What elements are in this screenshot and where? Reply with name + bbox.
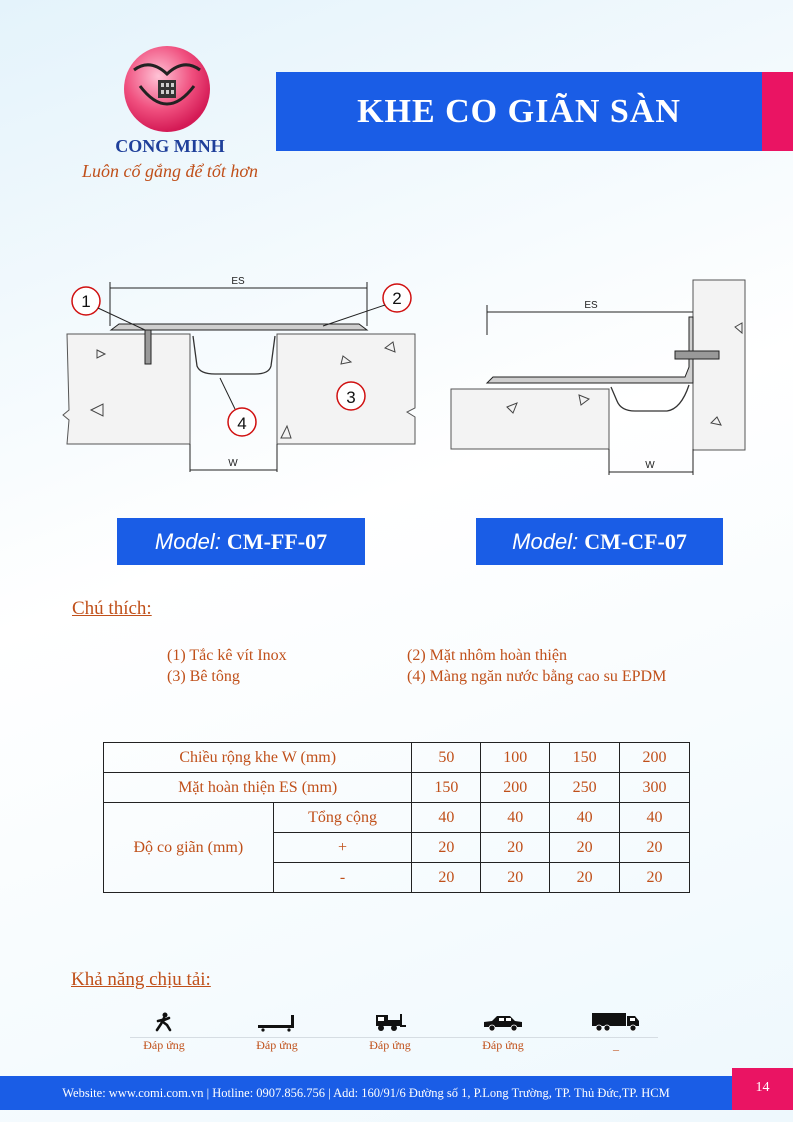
group-label: Độ co giãn (mm) <box>104 803 274 893</box>
row-label: Mặt hoàn thiện ES (mm) <box>104 773 412 803</box>
trolley-icon <box>257 1012 297 1032</box>
title-accent-bar <box>762 72 793 151</box>
diagram-cm-ff-07 <box>55 270 425 485</box>
model-box-cm-ff-07 <box>117 518 365 565</box>
page-number: 14 <box>732 1068 793 1110</box>
table-cell: 150 <box>412 773 481 803</box>
load-label: Đáp ứng <box>143 1038 185 1052</box>
table-cell: 20 <box>620 833 690 863</box>
notes-title: Chú thích: <box>72 598 152 619</box>
model-label: Model: <box>154 528 221 554</box>
row-label: Tổng cộng <box>273 803 412 833</box>
note-item: (2) Mặt nhôm hoàn thiện <box>407 647 567 664</box>
brand-slogan: Luôn cố gắng để tốt hơn <box>81 161 259 181</box>
callout-2: 2 <box>392 289 402 308</box>
page-title: KHE CO GIÃN SÀN <box>276 72 762 151</box>
table-cell: 20 <box>620 863 690 893</box>
table-cell: 40 <box>620 803 690 833</box>
load-label: _ <box>613 1038 619 1052</box>
table-cell: 200 <box>620 743 690 773</box>
table-cell: 300 <box>620 773 690 803</box>
table-row <box>104 803 690 833</box>
table-cell: 40 <box>481 803 550 833</box>
company-logo <box>122 44 212 134</box>
load-item-forklift <box>350 1012 430 1053</box>
table-cell: 20 <box>550 863 620 893</box>
callout-4: 4 <box>237 414 247 433</box>
table-cell: 50 <box>412 743 481 773</box>
note-item: (4) Màng ngăn nước bằng cao su EPDM <box>407 668 667 685</box>
load-label: Đáp ứng <box>482 1038 524 1052</box>
note-item: (3) Bê tông <box>167 668 240 685</box>
spec-table <box>103 742 690 893</box>
w-dimension-label-right: W <box>645 460 655 471</box>
table-cell: 20 <box>481 863 550 893</box>
diagram-cm-cf-07 <box>445 275 755 480</box>
table-cell: 40 <box>412 803 481 833</box>
table-cell: 200 <box>481 773 550 803</box>
pedestrian-icon <box>152 1012 176 1032</box>
w-dimension-label: W <box>228 458 238 469</box>
table-cell: 20 <box>481 833 550 863</box>
model-box-cm-cf-07 <box>476 518 723 565</box>
load-divider <box>130 1037 658 1038</box>
es-dimension-label-right: ES <box>584 300 598 311</box>
table-cell: 20 <box>550 833 620 863</box>
table-cell: 150 <box>550 743 620 773</box>
footer-bar: Website: www.comi.com.vn | Hotline: 0907.856.756 | Add: 160/91/6 Đường số 1, P.Long Trường, TP. Thủ Đức,TP. HCM <box>0 1076 732 1110</box>
brand-name: CONG MINH <box>115 136 225 156</box>
callout-1: 1 <box>81 292 91 311</box>
row-label: Chiều rộng khe W (mm) <box>104 743 412 773</box>
load-item-pedestrian <box>124 1012 204 1053</box>
load-label: Đáp ứng <box>256 1038 298 1052</box>
table-row <box>104 743 690 773</box>
table-cell: 20 <box>412 863 481 893</box>
load-item-trolley <box>237 1012 317 1053</box>
load-title: Khả năng chịu tải: <box>71 969 211 990</box>
model-code: CM-CF-07 <box>584 528 687 554</box>
forklift-icon <box>374 1012 406 1032</box>
car-icon <box>482 1012 524 1032</box>
table-cell: 100 <box>481 743 550 773</box>
row-label: + <box>273 833 412 863</box>
load-label: Đáp ứng <box>369 1038 411 1052</box>
model-label: Model: <box>512 528 579 554</box>
truck-icon <box>591 1010 641 1032</box>
table-row <box>104 773 690 803</box>
callout-3: 3 <box>346 388 356 407</box>
load-item-truck <box>576 1010 656 1053</box>
table-cell: 250 <box>550 773 620 803</box>
es-dimension-label: ES <box>231 276 245 287</box>
load-item-car <box>463 1012 543 1053</box>
table-cell: 40 <box>550 803 620 833</box>
model-code: CM-FF-07 <box>226 528 328 554</box>
note-item: (1) Tắc kê vít Inox <box>167 647 287 664</box>
table-cell: 20 <box>412 833 481 863</box>
row-label: - <box>273 863 412 893</box>
